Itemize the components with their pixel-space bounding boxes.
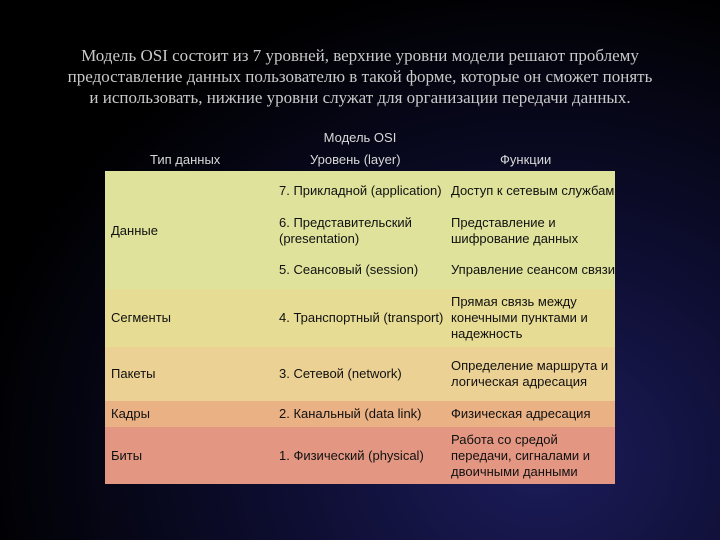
function-cell: Прямая связь между конечными пунктами и надежность <box>451 294 588 341</box>
function-cell: Определение маршрута и логическая адресация <box>451 358 609 389</box>
layer-cell: 3. Сетевой (network) <box>279 366 402 381</box>
column-header-functions: Функции <box>500 152 552 167</box>
column-header-data-type: Тип данных <box>150 152 221 167</box>
table-row <box>105 289 615 347</box>
data-type-cell: Биты <box>111 447 143 463</box>
function-cell: Представление и шифрование данных <box>451 215 579 246</box>
data-type-cell: Данные <box>111 223 158 238</box>
data-type-cell: Пакеты <box>111 366 156 381</box>
intro-text <box>20 45 700 108</box>
data-type-cell: Сегменты <box>111 310 172 325</box>
intro-line-2: предоставление данных пользователю в такой форме, которые он сможет понять <box>67 67 653 86</box>
function-cell: Доступ к сетевым службам <box>451 183 615 198</box>
osi-table <box>105 171 615 484</box>
table-row <box>105 171 615 211</box>
layer-cell: 6. Представительский (presentation) <box>279 215 412 246</box>
data-type-cell: Кадры <box>111 406 150 421</box>
function-cell: Физическая адресация <box>451 406 591 421</box>
layer-cell: 5. Сеансовый (session) <box>279 262 419 277</box>
table-row <box>105 251 615 289</box>
function-cell: Работа со средой передачи, сигналами и двоичными данными <box>451 431 591 479</box>
intro-line-3: и использовать, нижние уровни служат для организации передачи данных. <box>89 88 631 107</box>
layer-cell: 7. Прикладной (application) <box>279 183 442 198</box>
layer-cell: 2. Канальный (data link) <box>279 406 422 421</box>
table-row <box>105 401 615 427</box>
table-row <box>105 211 615 251</box>
column-header-layer: Уровень (layer) <box>310 152 401 167</box>
table-caption: Модель OSI <box>323 130 397 145</box>
function-cell: Управление сеансом связи <box>451 262 615 277</box>
table-row <box>105 347 615 401</box>
table-row <box>105 427 615 484</box>
intro-line-1: Модель OSI состоит из 7 уровней, верхние уровни модели решают проблему <box>81 46 639 65</box>
layer-cell: 1. Физический (physical) <box>279 447 424 463</box>
layer-cell: 4. Транспортный (transport) <box>279 310 444 325</box>
